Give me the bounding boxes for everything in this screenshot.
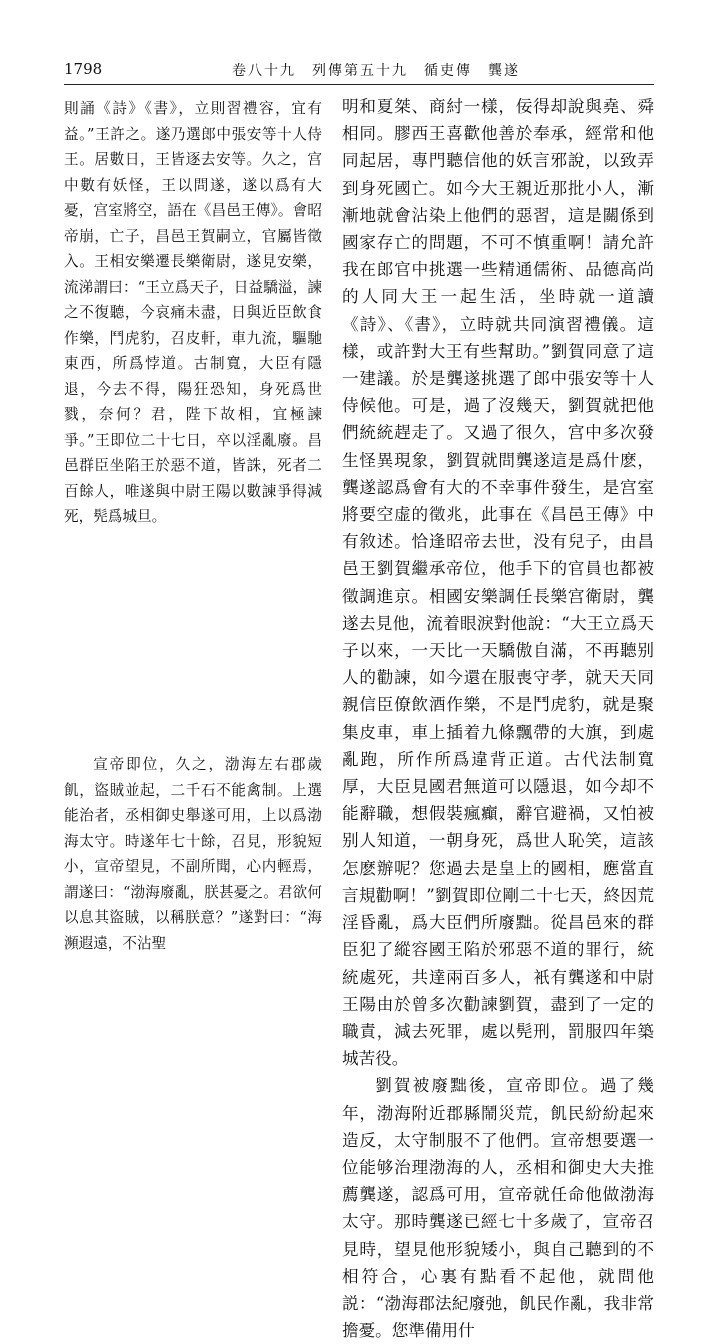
page-header [64, 60, 654, 82]
page-number: 1798 [64, 60, 103, 78]
running-title: 卷八十九 列傳第五十九 循吏傳 龔遂 [232, 63, 520, 79]
translation-paragraph-1: 明和夏桀、商紂一樣，佞得却說與堯、舜相同。膠西王喜歡他善於奉承，經常和他同起居，專門聽信他的妖言邪說，以致弄到身死國亡。如今大王親近那批小人，漸漸地就會沾染上他們的惡習，這是關係到國家存亡的問題，不可不慎重啊！請允許我在郎官中挑選一些精通儒術、品德高尚的人同大王一起生活，坐時就一道讀《詩》、《書》，立時就共同演習禮儀。這樣，或許對大王有些幫助。”劉賀同意了這一建議。於是龔遂挑選了郎中張安等十人侍候他。可是，過了沒幾天，劉賀就把他們統統趕走了。又過了很久，宫中多次發生怪異現象，劉賀就問龔遂這是爲什麽，龔遂認爲會有大的不幸事件發生，是宫室將要空虚的徵兆，此事在《昌邑王傳》中有敘述。恰逢昭帝去世，没有兒子，由昌邑王劉賀繼承帝位，他手下的官員也都被徵調進京。相國安樂調任長樂宫衛尉，龔遂去見他，流着眼淚對他說：“大王立爲天子以來，一天比一天驕傲自滿，不再聽别人的勸諫，如今還在服喪守孝，就天天同親信臣僚飲酒作樂，不是鬥虎豹，就是聚集皮車，車上插着九條飄帶的大旗，到處亂跑，所作所爲違背正道。古代法制寬厚，大臣見國君無道可以隱退，如今却不能辭職，想假裝瘋癲，辭官避禍，又怕被别人知道，一朝身死，爲世人恥笑，這該怎麽辦呢？您過去是皇上的國相，應當直言規勸啊！”劉賀即位剛二十七天，終因荒淫昏亂，爲大臣們所廢黜。從昌邑來的群臣犯了縱容國王陷於邪惡不道的罪行，統統處死，共達兩百多人，衹有龔遂和中尉王陽由於曾多次勸諫劉賀，盡到了一定的職責，減去死罪，處以髡刑，罰服四年築城苦役。 [342, 97, 654, 1069]
translation-column [342, 93, 654, 1344]
original-text-column-top [64, 96, 322, 530]
translation-paragraph-2: 劉賀被廢黜後，宣帝即位。過了幾年，渤海附近郡縣鬧災荒，飢民紛紛起來造反，太守制服不了他們。宣帝想要選一位能够治理渤海的人，丞相和御史大夫推薦龔遂，認爲可用，宣帝就任命他做渤海太守。那時龔遂已經七十多歲了，宣帝召見時，望見他形貌矮小，與自己聽到的不相符合，心裏有點看不起他，就問他説：“渤海郡法紀廢弛，飢民作亂，我非常擔憂。您準備用什 [342, 1076, 654, 1341]
original-paragraph-1: 則誦《詩》《書》，立則習禮容，宜有益。”王許之。遂乃選郎中張安等十人侍王。居數日，王皆逐去安等。久之，宫中數有妖怪，王以問遂，遂以爲有大憂，宫室將空，語在《昌邑王傳》。會昭帝崩，亡子，昌邑王賀嗣立，官屬皆徵入。王相安樂遷長樂衛尉，遂見安樂，流涕謂曰：“王立爲天子，日益驕溢，諫之不復聽，今哀痛未盡，日與近臣飲食作樂，鬥虎豹，召皮軒，車九流，驅馳東西，所爲悖道。古制寬，大臣有隱退，今去不得，陽狂恐知，身死爲世戮，奈何？君，陛下故相，宜極諫爭。”王即位二十七日，卒以淫亂廢。昌邑群臣坐陷王於惡不道，皆誅，死者二百餘人，唯遂與中尉王陽以數諫爭得減死，髡爲城旦。 [64, 100, 322, 525]
header-rule [64, 84, 654, 85]
original-text-column-bottom [64, 752, 322, 956]
original-paragraph-2: 宣帝即位，久之，渤海左右郡歲飢，盜賊並起，二千石不能禽制。上選能治者，丞相御史舉遂可用，上以爲渤海太守。時遂年七十餘，召見，形貌短小，宣帝望見，不副所聞，心内輕焉，謂遂曰：“渤海廢亂，朕甚憂之。君欲何以息其盜賊，以稱朕意？”遂對曰：“海瀕遐遠，不沾聖 [64, 756, 322, 952]
